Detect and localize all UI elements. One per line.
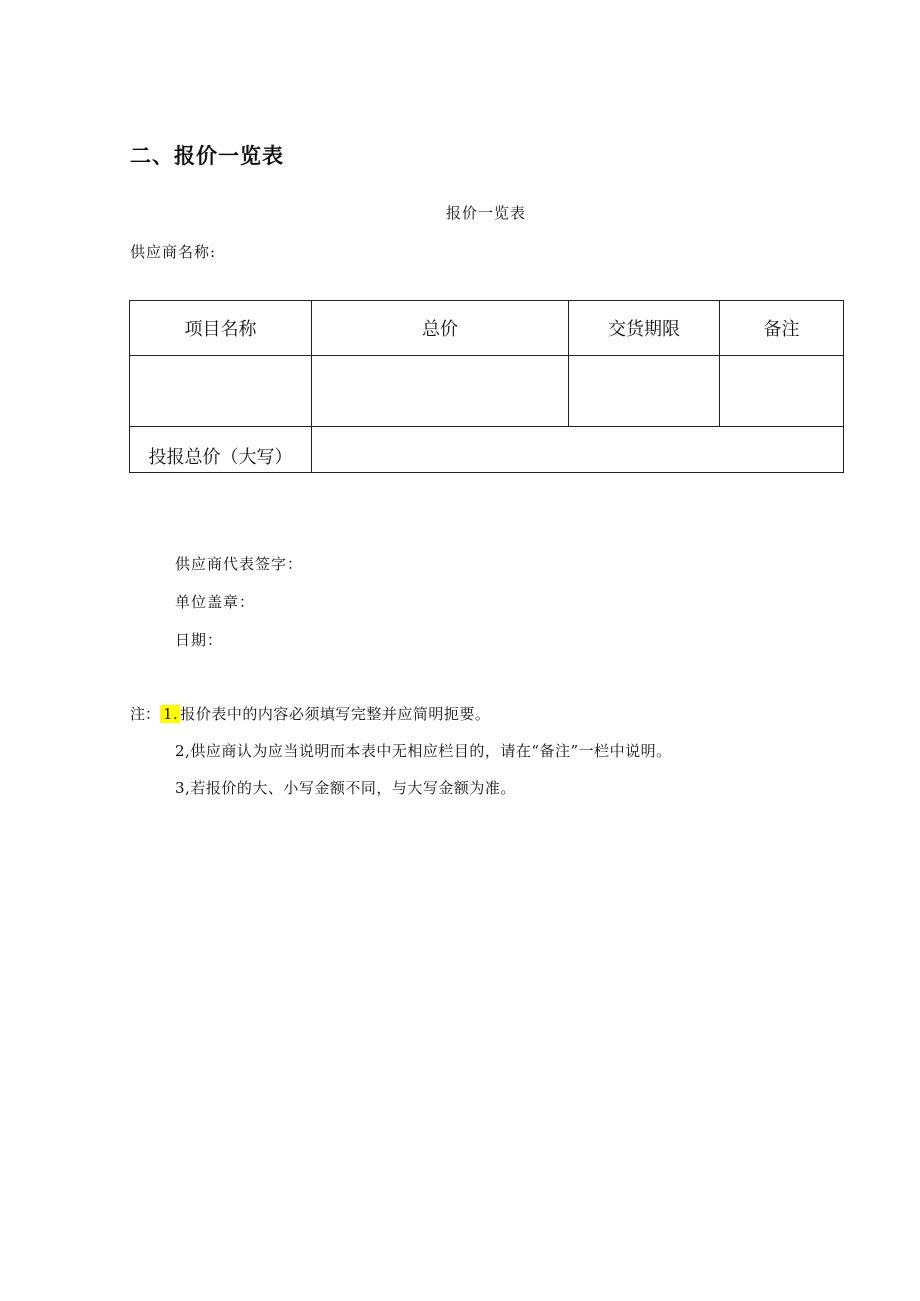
table-header-row — [130, 301, 844, 356]
note-text: 报价表中的内容必须填写完整并应简明扼要。 — [180, 705, 491, 723]
date-label: 日期： — [175, 631, 224, 649]
note-number: 3, — [175, 779, 191, 797]
note-item — [175, 740, 672, 761]
section-heading: 二、报价一览表 — [130, 144, 284, 168]
supplier-name-label: 供应商名称: — [130, 243, 217, 261]
cell-remarks — [720, 356, 844, 427]
note-text: 若报价的大、小写金额不同，与大写金额为准。 — [190, 779, 516, 797]
total-price-value — [312, 427, 844, 473]
total-price-label: 投报总价（大写） — [130, 427, 312, 473]
header-delivery-term: 交货期限 — [569, 301, 720, 356]
table-row — [130, 356, 844, 427]
seal-label: 单位盖章： — [175, 593, 256, 611]
cell-total-price — [312, 356, 569, 427]
note-number: 2, — [175, 742, 191, 760]
header-project-name: 项目名称 — [130, 301, 312, 356]
cell-project-name — [130, 356, 312, 427]
note-item — [175, 777, 516, 798]
note-item — [160, 703, 490, 724]
representative-signature-label: 供应商代表签字： — [175, 555, 304, 573]
header-total-price: 总价 — [312, 301, 569, 356]
note-number-highlight: 1. — [160, 705, 180, 723]
quote-table — [129, 300, 844, 473]
notes-label: 注： — [130, 705, 161, 723]
header-remarks: 备注 — [720, 301, 844, 356]
total-row — [130, 427, 844, 473]
cell-delivery-term — [569, 356, 720, 427]
table-title: 报价一览表 — [445, 204, 526, 222]
note-text: 供应商认为应当说明而本表中无相应栏目的，请在“备注”一栏中说明。 — [190, 742, 672, 760]
